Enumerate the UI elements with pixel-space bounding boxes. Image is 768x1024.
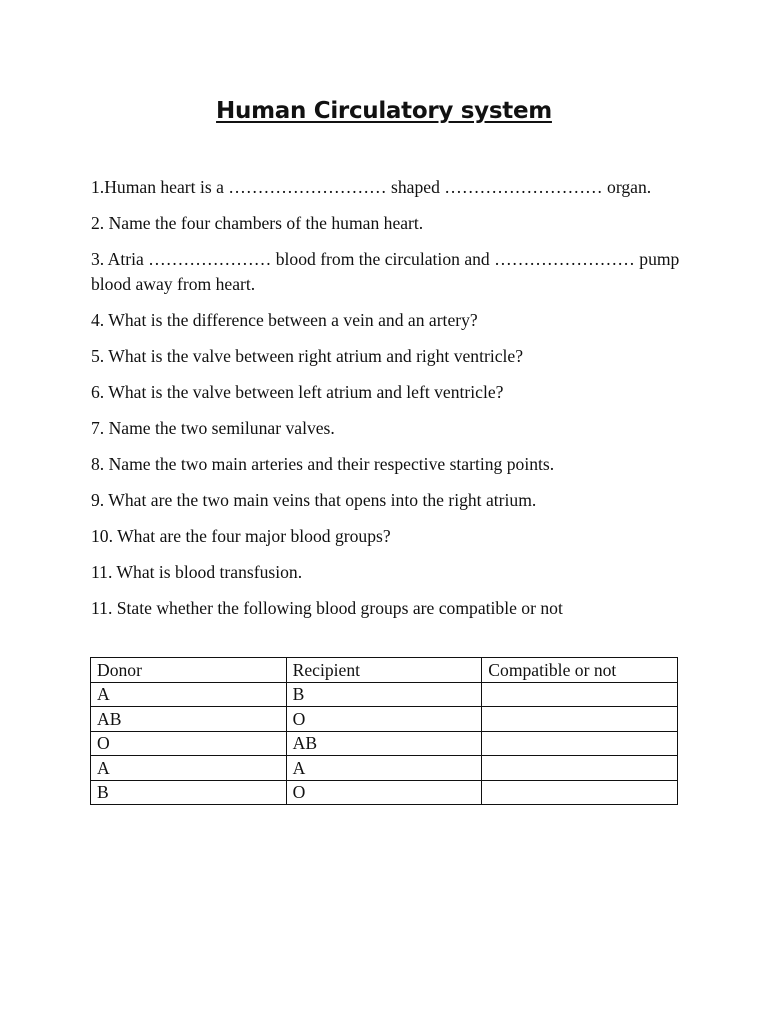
question-9: 9. What are the two main veins that opens into the right atrium. [91,490,537,510]
recipient-cell: A [286,756,482,781]
header-recipient: Recipient [286,658,482,683]
question-3: 3. Atria ………………… blood from the circulation and …………………… pump blood away from heart. [91,249,680,294]
table-row [91,682,678,707]
question-5: 5. What is the valve between right atrium and right ventricle? [91,346,524,366]
recipient-cell: O [286,707,482,732]
table-header-row [91,658,678,683]
recipient-cell: B [286,682,482,707]
table-row [91,756,678,781]
recipient-cell: AB [286,731,482,756]
question-list [91,175,691,632]
question-7: 7. Name the two semilunar valves. [91,418,335,438]
table-row [91,707,678,732]
question-2: 2. Name the four chambers of the human heart. [91,213,424,233]
compatible-cell [482,780,678,805]
donor-cell: O [91,731,287,756]
compatible-cell [482,731,678,756]
question-4: 4. What is the difference between a vein and an artery? [91,310,478,330]
question-11: 11. What is blood transfusion. [91,562,303,582]
question-12: 11. State whether the following blood groups are compatible or not [91,598,563,618]
question-10: 10. What are the four major blood groups? [91,526,391,546]
donor-cell: A [91,682,287,707]
header-compatible: Compatible or not [482,658,678,683]
question-6: 6. What is the valve between left atrium and left ventricle? [91,382,504,402]
compatible-cell [482,707,678,732]
table-row [91,780,678,805]
page-title: Human Circulatory system [216,98,552,124]
compatible-cell [482,756,678,781]
recipient-cell: O [286,780,482,805]
donor-cell: AB [91,707,287,732]
question-8: 8. Name the two main arteries and their respective starting points. [91,454,555,474]
donor-cell: A [91,756,287,781]
compatible-cell [482,682,678,707]
question-1: 1.Human heart is a ……………………… shaped ……………………… organ. [91,177,652,197]
compatibility-table [90,657,678,805]
donor-cell: B [91,780,287,805]
table-row [91,731,678,756]
header-donor: Donor [91,658,287,683]
